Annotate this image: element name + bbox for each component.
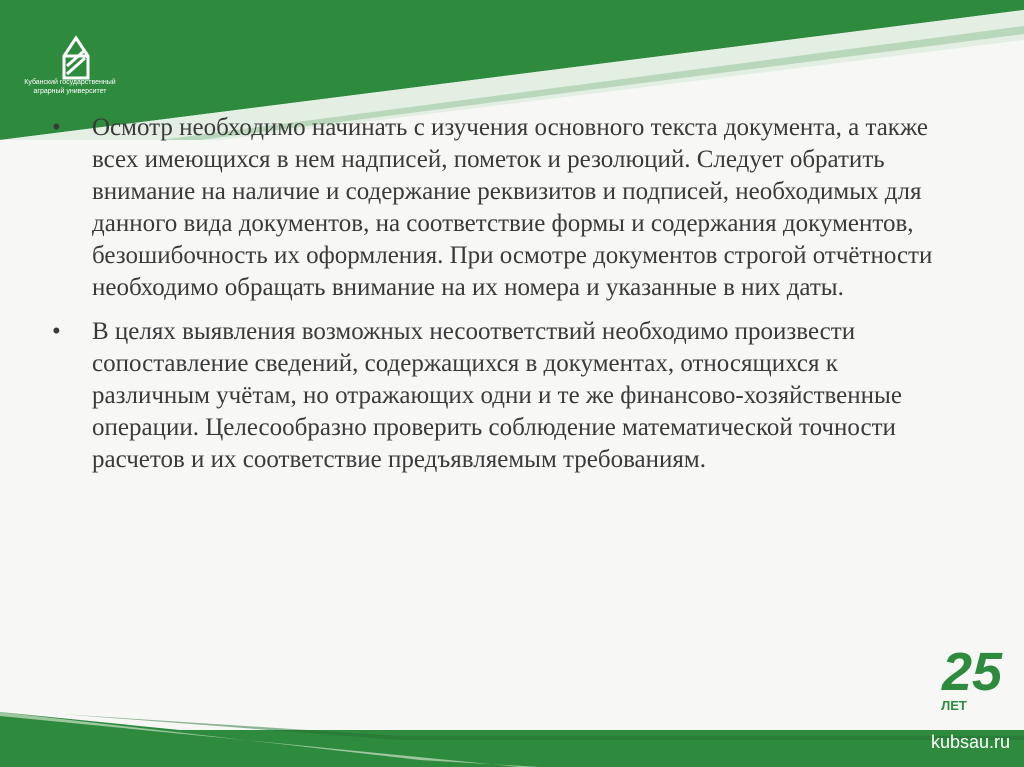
bullet-marker: • [52, 114, 61, 141]
university-name: Кубанский государственный аграрный университет [24, 79, 116, 95]
site-link[interactable]: kubsau.ru [930, 732, 1010, 752]
bullet-list [52, 112, 952, 488]
bullet-marker: • [52, 318, 61, 345]
bullet-item [52, 316, 952, 476]
bullet-text: Осмотр необходимо начинать с изучения основного текста документа, а также всех имеющихся в нем надписей, пометок и резолюций. Следует обратить внимание на наличие и содержание реквизитов и подписей, необходимых для данного вида документов, на соответствие формы и содержания документов, безошибочность их оформления. При осмотре документов строгой отчётности необходимо обращать внимание на их номера и указанные в них даты. [92, 114, 933, 301]
anniversary-badge [936, 630, 1008, 720]
anniversary-number: 25 [941, 642, 1003, 702]
bullet-text: В целях выявления возможных несоответствий необходимо произвести сопоставление сведений, содержащихся в документах, относящихся к различным учётам, но отражающих одни и те же финансово-хозяйственные операции. Целесообразно проверить соблюдение математической точности расчетов и их соответствие предъявляемым требованиям. [92, 318, 902, 473]
anniversary-label: ЛЕТ [941, 698, 967, 713]
bullet-item [52, 112, 952, 304]
